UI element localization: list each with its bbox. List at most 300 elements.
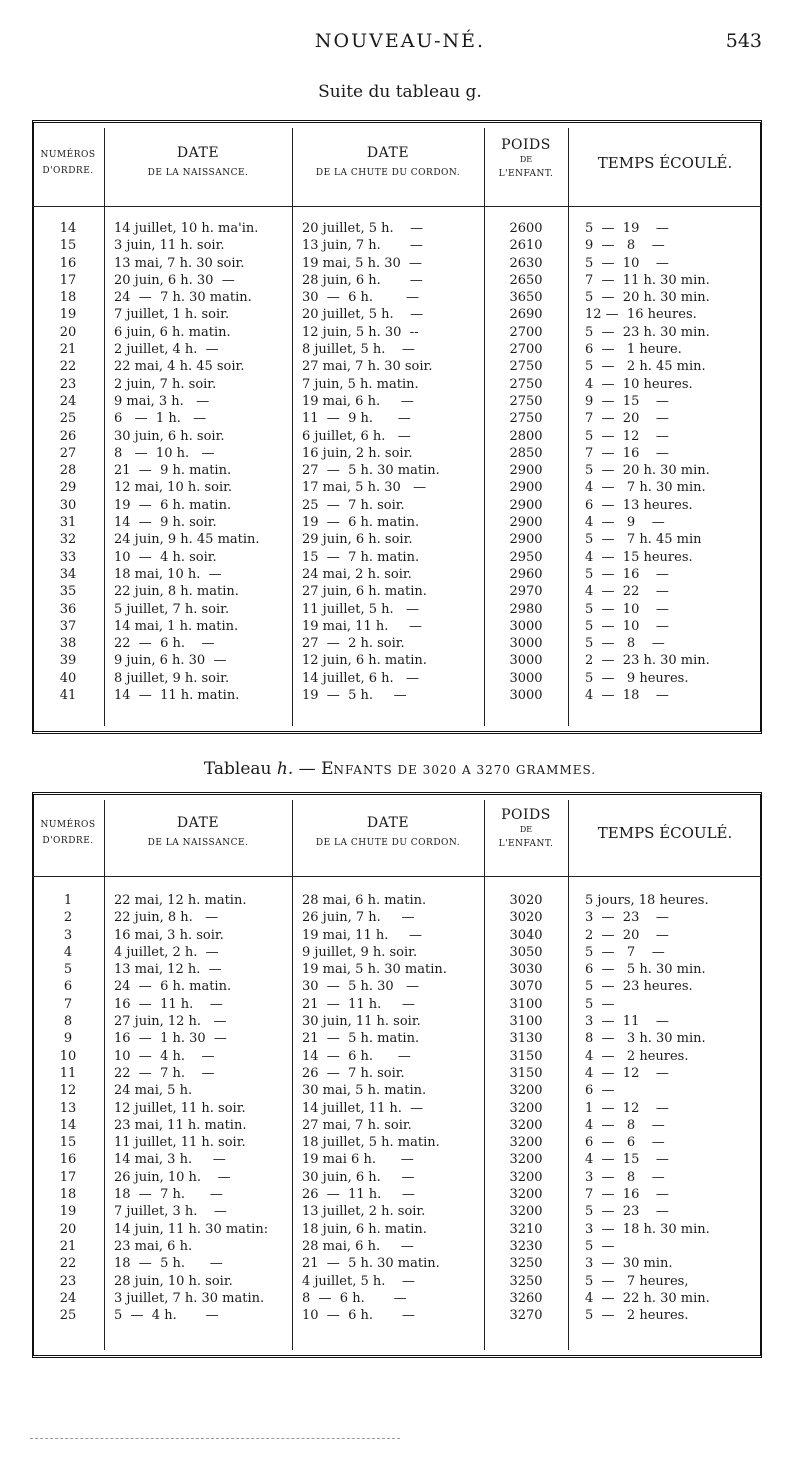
cell-weight: 3250: [509, 1273, 543, 1289]
cell-time: 5 — 7 h. 45 min: [585, 532, 702, 548]
table-row: [32, 289, 762, 306]
cell-weight: 3650: [509, 290, 543, 306]
table-row: [32, 1221, 762, 1238]
cell-birth: 12 mai, 10 h. soir.: [114, 480, 233, 496]
cell-birth: 14 — 9 h. soir.: [114, 515, 217, 531]
table-row: [32, 652, 762, 669]
cell-cord: 20 juillet, 5 h. —: [302, 307, 424, 323]
table-row: [32, 479, 762, 496]
cell-num: 18: [59, 1187, 77, 1203]
cell-time: 3 — 30 min.: [585, 1256, 673, 1272]
cell-num: 35: [59, 584, 77, 600]
cell-num: 2: [63, 910, 73, 926]
table-row: [32, 635, 762, 652]
cell-weight: 2750: [509, 411, 543, 427]
cell-birth: 24 — 7 h. 30 matin.: [114, 290, 252, 306]
cell-cord: 4 juillet, 5 h. —: [302, 1273, 415, 1289]
cell-cord: 12 juin, 6 h. matin.: [302, 653, 427, 669]
table-row: [32, 1082, 762, 1099]
cell-num: 6: [63, 979, 73, 995]
cell-birth: 7 juillet, 3 h. —: [114, 1204, 227, 1220]
cell-birth: 8 — 10 h. —: [114, 445, 215, 461]
table-g-caption: Suite du tableau g.: [318, 82, 482, 102]
table-g-header-rule: [32, 206, 762, 207]
table-row: [32, 1065, 762, 1082]
cell-weight: 2900: [509, 480, 543, 496]
cell-time: 5 — 19 —: [585, 221, 669, 236]
cell-birth: 23 mai, 11 h. matin.: [114, 1117, 247, 1133]
cell-time: 5 — 7 heures,: [585, 1273, 689, 1289]
header-num: NUMÉROS D'ORDRE.: [40, 820, 96, 846]
cell-cord: 18 juillet, 5 h. matin.: [302, 1135, 440, 1151]
cell-weight: 3040: [509, 927, 543, 943]
cell-num: 16: [59, 1152, 77, 1168]
cell-cord: 24 mai, 2 h. soir.: [302, 566, 412, 582]
cell-time: 3 — 8 —: [585, 1169, 665, 1185]
page-header: [0, 30, 800, 58]
table-row: [32, 1134, 762, 1151]
cell-num: 3: [63, 927, 73, 943]
cell-birth: 6 — 1 h. —: [114, 411, 207, 427]
cell-cord: 12 juin, 5 h. 30 --: [302, 324, 419, 340]
cell-num: 1: [63, 893, 73, 908]
cell-birth: 24 juin, 9 h. 45 matin.: [114, 532, 260, 548]
cell-time: 5 —: [585, 996, 615, 1012]
table-row: [32, 687, 762, 704]
table-g-body: [32, 220, 762, 704]
cell-weight: 3200: [509, 1204, 543, 1220]
cell-birth: 22 mai, 12 h. matin.: [114, 893, 247, 908]
cell-num: 15: [59, 238, 77, 254]
cell-cord: 30 mai, 5 h. matin.: [302, 1083, 427, 1099]
table-g: [32, 120, 762, 734]
cell-time: 6 — 1 heure.: [585, 342, 682, 358]
table-row: [32, 358, 762, 375]
cell-cord: 18 juin, 6 h. matin.: [302, 1221, 427, 1237]
table-row: [32, 961, 762, 978]
cell-birth: 30 juin, 6 h. soir.: [114, 428, 225, 444]
cell-time: 8 — 3 h. 30 min.: [585, 1031, 706, 1047]
table-row: [32, 944, 762, 961]
cell-weight: 2800: [509, 428, 543, 444]
cell-num: 14: [59, 221, 77, 236]
cell-weight: 3000: [509, 618, 543, 634]
table-row: [32, 618, 762, 635]
cell-birth: 3 juin, 11 h. soir.: [114, 238, 225, 254]
cell-birth: 2 juin, 7 h. soir.: [114, 376, 217, 392]
cell-weight: 3200: [509, 1152, 543, 1168]
cell-time: 5 — 12 —: [585, 428, 669, 444]
cell-time: 3 — 11 —: [585, 1014, 669, 1030]
cell-time: 7 — 20 —: [585, 411, 669, 427]
cell-cord: 19 mai, 11 h. —: [302, 927, 423, 943]
table-row: [32, 272, 762, 289]
cell-weight: 2600: [509, 221, 543, 236]
cell-weight: 2650: [509, 272, 543, 288]
cell-weight: 2900: [509, 532, 543, 548]
table-row: [32, 220, 762, 237]
cell-cord: 19 — 6 h. matin.: [302, 515, 420, 531]
running-title: NOUVEAU-NÉ.: [314, 30, 486, 52]
table-row: [32, 497, 762, 514]
cell-num: 33: [59, 549, 77, 565]
cell-weight: 3200: [509, 1187, 543, 1203]
cell-num: 38: [59, 636, 77, 652]
table-row: [32, 1048, 762, 1065]
cell-num: 10: [59, 1048, 77, 1064]
cell-num: 27: [59, 445, 77, 461]
cell-time: 4 — 22 h. 30 min.: [585, 1290, 710, 1306]
cell-weight: 3200: [509, 1117, 543, 1133]
table-row: [32, 445, 762, 462]
header-cord: DATE DE LA CHUTE DU CORDON.: [315, 145, 461, 178]
cell-num: 22: [59, 359, 77, 375]
table-h-header-rule: [32, 876, 762, 877]
cell-birth: 16 mai, 3 h. soir.: [114, 927, 224, 943]
cell-num: 17: [59, 1169, 77, 1185]
cell-time: 5 — 23 heures.: [585, 979, 693, 995]
table-row: [32, 1307, 762, 1324]
cell-cord: 21 — 5 h. matin.: [302, 1031, 420, 1047]
cell-birth: 6 juin, 6 h. matin.: [114, 324, 231, 340]
cell-num: 41: [59, 688, 77, 704]
cell-time: 4 — 7 h. 30 min.: [585, 480, 706, 496]
cell-time: 5 — 10 —: [585, 255, 669, 271]
table-row: [32, 514, 762, 531]
cell-time: 4 — 15 heures.: [585, 549, 693, 565]
cell-time: 9 — 8 —: [585, 238, 665, 254]
cell-weight: 2690: [509, 307, 543, 323]
cell-num: 20: [59, 324, 77, 340]
cell-cord: 21 — 11 h. —: [302, 996, 415, 1012]
cell-weight: 3030: [509, 962, 543, 978]
cell-cord: 21 — 5 h. 30 matin.: [302, 1256, 440, 1272]
cell-weight: 3000: [509, 653, 543, 669]
cell-birth: 26 juin, 10 h. —: [114, 1169, 231, 1185]
cell-time: 4 — 2 heures.: [585, 1048, 689, 1064]
cell-num: 24: [59, 393, 77, 409]
cell-cord: 27 — 2 h. soir.: [302, 636, 405, 652]
cell-time: 4 — 15 —: [585, 1152, 669, 1168]
cell-cord: 13 juin, 7 h. —: [302, 238, 423, 254]
cell-time: 5 — 9 heures.: [585, 670, 689, 686]
cell-weight: 2610: [509, 238, 543, 254]
cell-time: 3 — 23 —: [585, 910, 669, 926]
cell-weight: 3200: [509, 1135, 543, 1151]
cell-birth: 14 juillet, 10 h. ma'in.: [114, 221, 259, 236]
cell-weight: 3250: [509, 1256, 543, 1272]
cell-weight: 2980: [509, 601, 543, 617]
cell-weight: 3150: [509, 1048, 543, 1064]
cell-cord: 8 — 6 h. —: [302, 1290, 407, 1306]
table-row: [32, 1255, 762, 1272]
cell-weight: 3000: [509, 670, 543, 686]
cell-time: 6 —: [585, 1083, 615, 1099]
cell-time: 5 — 23 —: [585, 1204, 669, 1220]
cell-time: 4 — 12 —: [585, 1065, 669, 1081]
cell-birth: 28 juin, 10 h. soir.: [114, 1273, 233, 1289]
table-row: [32, 306, 762, 323]
page-number: 543: [725, 30, 762, 52]
cell-birth: 24 mai, 5 h.: [114, 1083, 193, 1099]
cell-cord: 7 juin, 5 h. matin.: [302, 376, 419, 392]
cell-num: 21: [59, 1238, 77, 1254]
cell-num: 40: [59, 670, 77, 686]
cell-weight: 2950: [509, 549, 543, 565]
cell-cord: 26 — 7 h. soir.: [302, 1065, 405, 1081]
cell-cord: 9 juillet, 9 h. soir.: [302, 944, 418, 960]
cell-cord: 28 mai, 6 h. —: [302, 1238, 414, 1254]
cell-weight: 3260: [509, 1290, 543, 1306]
cell-num: 12: [59, 1083, 77, 1099]
cell-time: 5 — 10 —: [585, 601, 669, 617]
cell-weight: 3100: [509, 996, 543, 1012]
cell-num: 19: [59, 307, 77, 323]
cell-birth: 7 juillet, 1 h. soir.: [114, 307, 230, 323]
cell-weight: 2900: [509, 515, 543, 531]
cell-weight: 2900: [509, 497, 543, 513]
cell-time: 5 — 20 h. 30 min.: [585, 290, 710, 306]
cell-num: 23: [59, 376, 77, 392]
cell-num: 17: [59, 272, 77, 288]
cell-birth: 10 — 4 h. soir.: [114, 549, 217, 565]
cell-weight: 3150: [509, 1065, 543, 1081]
table-row: [32, 1151, 762, 1168]
cell-num: 39: [59, 653, 77, 669]
cell-cord: 19 mai, 5 h. 30 —: [302, 255, 423, 271]
table-row: [32, 601, 762, 618]
cell-num: 4: [63, 944, 73, 960]
header-birth: DATE DE LA NAISSANCE.: [147, 145, 249, 178]
cell-time: 4 — 9 —: [585, 515, 665, 531]
cell-num: 25: [59, 411, 77, 427]
cell-cord: 29 juin, 6 h. soir.: [302, 532, 413, 548]
cell-cord: 17 mai, 5 h. 30 —: [302, 480, 427, 496]
table-row: [32, 566, 762, 583]
cell-num: 21: [59, 342, 77, 358]
header-cord: DATE DE LA CHUTE DU CORDON.: [315, 815, 461, 848]
cell-time: 5 —: [585, 1238, 615, 1254]
cell-birth: 18 mai, 10 h. —: [114, 566, 222, 582]
cell-birth: 9 juin, 6 h. 30 —: [114, 653, 227, 669]
cell-num: 8: [63, 1014, 73, 1030]
cell-cord: 26 juin, 7 h. —: [302, 910, 415, 926]
cell-cord: 30 juin, 11 h. soir.: [302, 1014, 421, 1030]
caption-prefix: Tableau: [203, 759, 272, 779]
cell-weight: 3130: [509, 1031, 543, 1047]
cell-birth: 27 juin, 12 h. —: [114, 1014, 227, 1030]
cell-time: 5 — 23 h. 30 min.: [585, 324, 710, 340]
table-row: [32, 462, 762, 479]
scan-artifact-line: [30, 1438, 400, 1439]
table-row: [32, 670, 762, 687]
table-row: [32, 909, 762, 926]
table-row: [32, 410, 762, 427]
cell-weight: 3210: [509, 1221, 543, 1237]
cell-num: 26: [59, 428, 77, 444]
cell-num: 30: [59, 497, 77, 513]
cell-num: 37: [59, 618, 77, 634]
table-row: [32, 1273, 762, 1290]
cell-birth: 18 — 5 h. —: [114, 1256, 223, 1272]
table-row: [32, 237, 762, 254]
cell-time: 2 — 23 h. 30 min.: [585, 653, 710, 669]
cell-cord: 19 mai, 6 h. —: [302, 393, 414, 409]
cell-time: 6 — 13 heures.: [585, 497, 693, 513]
cell-time: 6 — 6 —: [585, 1135, 665, 1151]
cell-birth: 14 mai, 3 h. —: [114, 1152, 226, 1168]
cell-cord: 14 juillet, 6 h. —: [302, 670, 420, 686]
header-num: NUMÉROS D'ORDRE.: [40, 150, 96, 176]
cell-time: 4 — 8 —: [585, 1117, 665, 1133]
cell-num: 7: [63, 996, 73, 1012]
cell-num: 28: [59, 463, 77, 479]
cell-weight: 3100: [509, 1014, 543, 1030]
cell-weight: 3200: [509, 1100, 543, 1116]
cell-num: 9: [63, 1031, 73, 1047]
cell-birth: 10 — 4 h. —: [114, 1048, 215, 1064]
cell-time: 9 — 15 —: [585, 393, 669, 409]
cell-birth: 20 juin, 6 h. 30 —: [114, 272, 235, 288]
cell-weight: 2700: [509, 324, 543, 340]
cell-birth: 14 mai, 1 h. matin.: [114, 618, 239, 634]
cell-birth: 8 juillet, 9 h. soir.: [114, 670, 230, 686]
cell-time: 5 jours, 18 heures.: [585, 893, 709, 908]
cell-weight: 3200: [509, 1169, 543, 1185]
table-row: [32, 892, 762, 909]
header-time: TEMPS ÉCOULÉ.: [597, 154, 733, 172]
cell-birth: 13 mai, 12 h. —: [114, 962, 222, 978]
cell-num: 32: [59, 532, 77, 548]
cell-weight: 3000: [509, 688, 543, 704]
table-row: [32, 1030, 762, 1047]
cell-cord: 28 mai, 6 h. matin.: [302, 893, 427, 908]
cell-birth: 5 juillet, 7 h. soir.: [114, 601, 230, 617]
cell-cord: 25 — 7 h. soir.: [302, 497, 405, 513]
cell-num: 13: [59, 1100, 77, 1116]
cell-num: 29: [59, 480, 77, 496]
cell-cord: 27 mai, 7 h. 30 soir.: [302, 359, 433, 375]
cell-birth: 4 juillet, 2 h. —: [114, 944, 219, 960]
cell-time: 5 — 7 —: [585, 944, 665, 960]
table-h: [32, 792, 762, 1358]
header-birth: DATE DE LA NAISSANCE.: [147, 815, 249, 848]
caption-smallcaps: NFANTS DE 3020 A 3270 GRAMMES.: [333, 763, 597, 777]
table-row: [32, 1203, 762, 1220]
cell-num: 31: [59, 515, 77, 531]
cell-weight: 2960: [509, 566, 543, 582]
cell-time: 5 — 2 heures.: [585, 1308, 689, 1324]
cell-time: 5 — 10 —: [585, 618, 669, 634]
cell-weight: 3050: [509, 944, 543, 960]
cell-num: 15: [59, 1135, 77, 1151]
cell-birth: 22 mai, 4 h. 45 soir.: [114, 359, 245, 375]
cell-num: 18: [59, 290, 77, 306]
cell-weight: 2970: [509, 584, 543, 600]
cell-num: 24: [59, 1290, 77, 1306]
caption-rest: — E: [298, 759, 334, 779]
cell-cord: 14 juillet, 11 h. —: [302, 1100, 424, 1116]
cell-cord: 11 — 9 h. —: [302, 411, 411, 427]
table-h-caption: [0, 759, 800, 779]
cell-birth: 18 — 7 h. —: [114, 1187, 223, 1203]
cell-time: 5 — 2 h. 45 min.: [585, 359, 706, 375]
cell-birth: 14 juin, 11 h. 30 matin:: [114, 1221, 269, 1237]
cell-birth: 22 juin, 8 h. —: [114, 910, 219, 926]
table-row: [32, 324, 762, 341]
cell-cord: 6 juillet, 6 h. —: [302, 428, 411, 444]
cell-cord: 27 juin, 6 h. matin.: [302, 584, 427, 600]
cell-cord: 19 mai 6 h. —: [302, 1152, 414, 1168]
cell-num: 16: [59, 255, 77, 271]
cell-cord: 13 juillet, 2 h. soir.: [302, 1204, 426, 1220]
cell-time: 4 — 22 —: [585, 584, 669, 600]
table-row: [32, 1100, 762, 1117]
cell-cord: 14 — 6 h. —: [302, 1048, 411, 1064]
cell-cord: 11 juillet, 5 h. —: [302, 601, 420, 617]
cell-time: 6 — 5 h. 30 min.: [585, 962, 706, 978]
cell-birth: 16 — 1 h. 30 —: [114, 1031, 227, 1047]
cell-birth: 16 — 11 h. —: [114, 996, 223, 1012]
cell-time: 7 — 16 —: [585, 445, 669, 461]
cell-cord: 30 — 6 h. —: [302, 290, 420, 306]
table-row: [32, 927, 762, 944]
cell-time: 4 — 18 —: [585, 688, 669, 704]
cell-num: 34: [59, 566, 77, 582]
cell-time: 4 — 10 heures.: [585, 376, 693, 392]
cell-num: 25: [59, 1308, 77, 1324]
cell-time: 3 — 18 h. 30 min.: [585, 1221, 710, 1237]
table-row: [32, 341, 762, 358]
cell-time: 2 — 20 —: [585, 927, 669, 943]
cell-weight: 2750: [509, 376, 543, 392]
table-row: [32, 428, 762, 445]
table-row: [32, 978, 762, 995]
cell-time: 5 — 16 —: [585, 566, 669, 582]
cell-cord: 19 mai, 11 h. —: [302, 618, 423, 634]
cell-cord: 26 — 11 h. —: [302, 1187, 415, 1203]
cell-weight: 3020: [509, 893, 543, 908]
table-row: [32, 1186, 762, 1203]
cell-num: 19: [59, 1204, 77, 1220]
cell-cord: 19 — 5 h. —: [302, 688, 407, 704]
cell-time: 5 — 8 —: [585, 636, 665, 652]
cell-weight: 3230: [509, 1238, 543, 1254]
cell-birth: 9 mai, 3 h. —: [114, 393, 210, 409]
cell-birth: 22 — 7 h. —: [114, 1065, 215, 1081]
cell-birth: 14 — 11 h. matin.: [114, 688, 240, 704]
cell-cord: 30 juin, 6 h. —: [302, 1169, 415, 1185]
header-weight: POIDS DE L'ENFANT.: [498, 807, 554, 849]
cell-weight: 3000: [509, 636, 543, 652]
cell-weight: 2630: [509, 255, 543, 271]
cell-num: 23: [59, 1273, 77, 1289]
cell-birth: 23 mai, 6 h.: [114, 1238, 193, 1254]
cell-birth: 21 — 9 h. matin.: [114, 463, 232, 479]
cell-birth: 3 juillet, 7 h. 30 matin.: [114, 1290, 265, 1306]
cell-cord: 8 juillet, 5 h. —: [302, 342, 415, 358]
caption-letter: h.: [276, 759, 294, 779]
table-row: [32, 1117, 762, 1134]
cell-birth: 12 juillet, 11 h. soir.: [114, 1100, 246, 1116]
cell-num: 22: [59, 1256, 77, 1272]
cell-birth: 13 mai, 7 h. 30 soir.: [114, 255, 245, 271]
table-row: [32, 1169, 762, 1186]
cell-num: 36: [59, 601, 77, 617]
cell-time: 1 — 12 —: [585, 1100, 669, 1116]
cell-weight: 3200: [509, 1083, 543, 1099]
cell-num: 20: [59, 1221, 77, 1237]
